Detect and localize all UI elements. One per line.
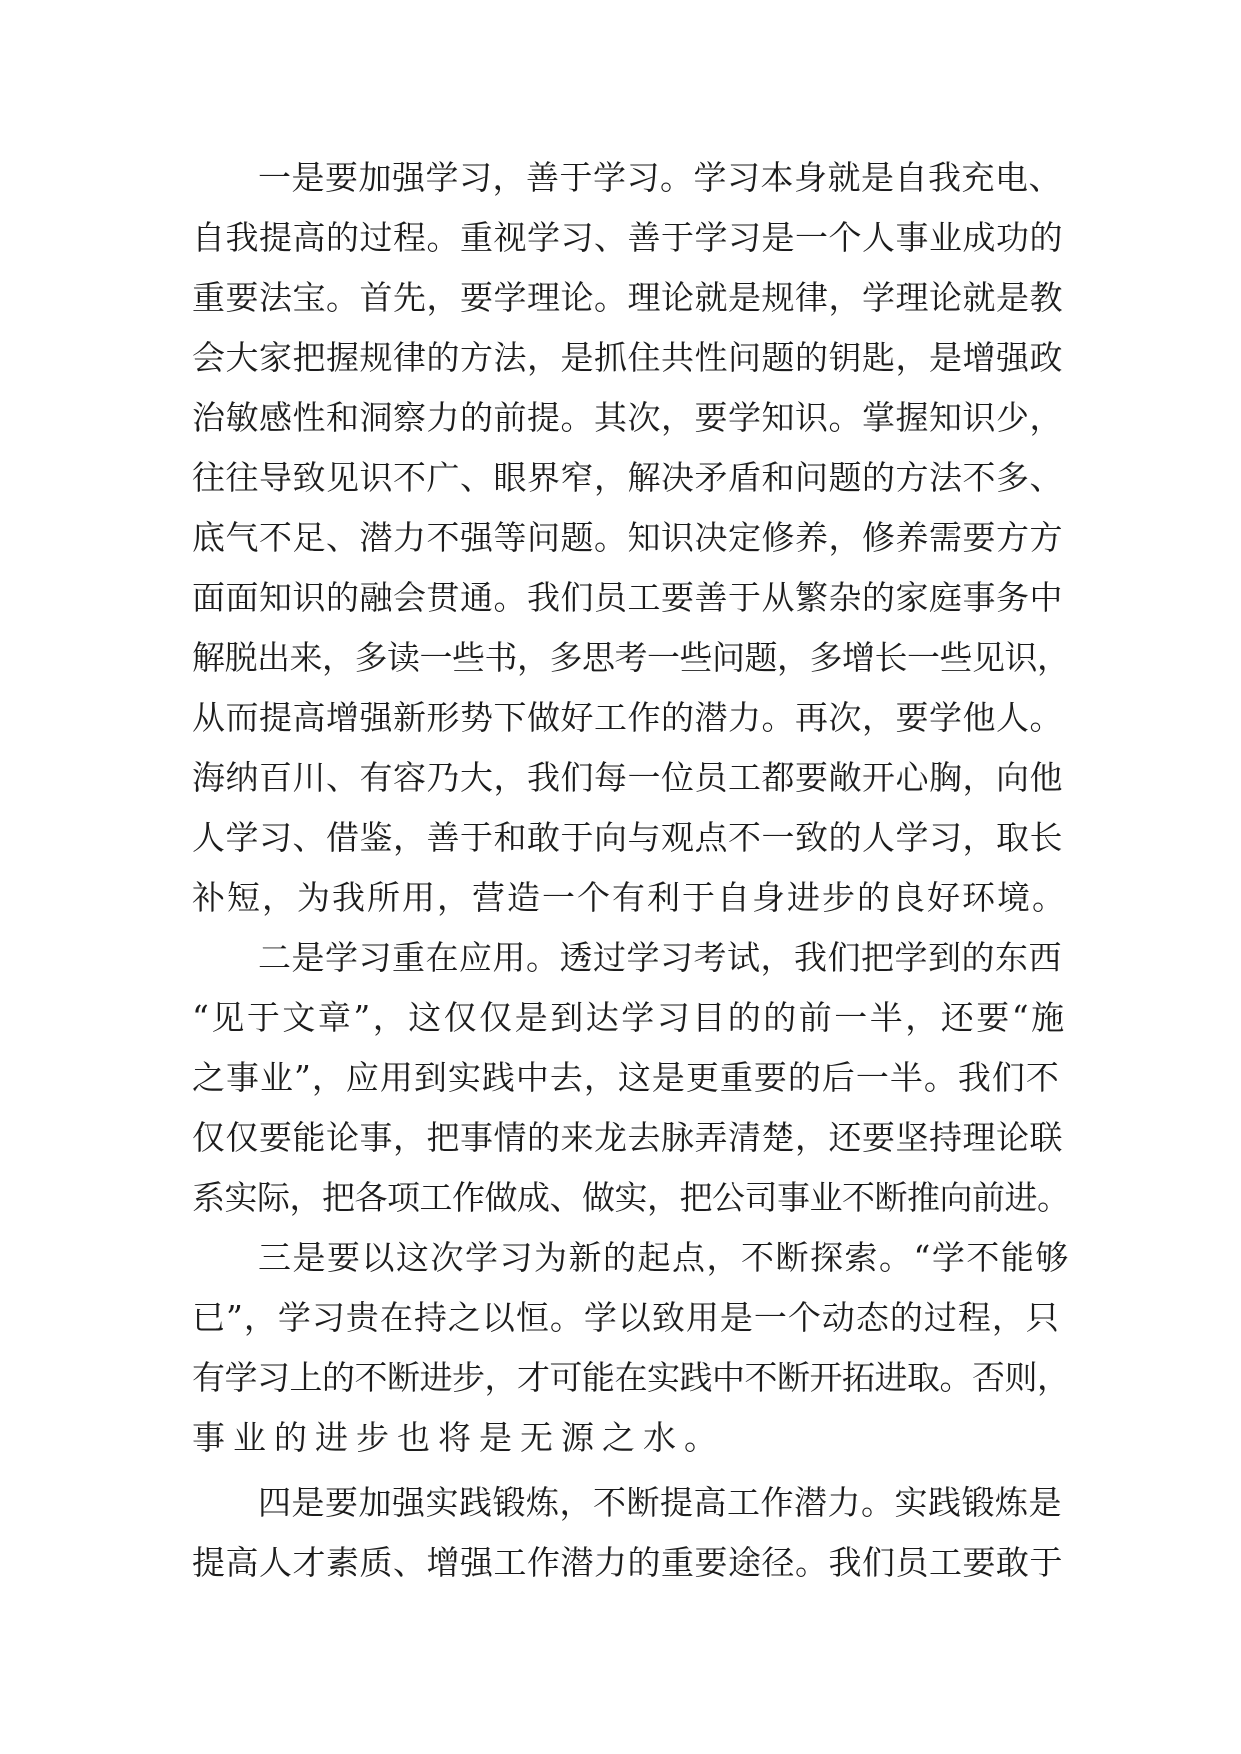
text-line: “见于文章”，这仅仅是到达学习目的的前一半，还要“施 <box>192 998 1067 1037</box>
text-line: 从而提高增强新形势下做好工作的潜力。再次，要学他人。 <box>192 698 1063 737</box>
text-line: 三是要以这次学习为新的起点，不断探索。“学不能够 <box>258 1238 1070 1277</box>
text-line: 一是要加强学习，善于学习。学习本身就是自我充电、 <box>258 158 1062 197</box>
text-line: 有学习上的不断进步，才可能在实践中不断开拓进取。否则， <box>192 1358 1070 1397</box>
text-line: 面面知识的融会贯通。我们员工要善于从繁杂的家庭事务中 <box>192 578 1063 617</box>
text-line: 解脱出来，多读一些书，多思考一些问题，多增长一些见识， <box>192 638 1070 677</box>
text-line: 自我提高的过程。重视学习、善于学习是一个人事业成功的 <box>192 218 1063 257</box>
text-line: 事业的进步也将是无源之水。 <box>192 1418 725 1457</box>
text-line: 重要法宝。首先，要学理论。理论就是规律，学理论就是教 <box>192 278 1063 317</box>
text-line: 二是学习重在应用。透过学习考试，我们把学到的东西 <box>258 938 1062 977</box>
text-line: 仅仅要能论事，把事情的来龙去脉弄清楚，还要坚持理论联 <box>192 1118 1063 1157</box>
text-line: 人学习、借鉴，善于和敢于向与观点不一致的人学习，取长 <box>192 818 1063 857</box>
text-line: 系实际，把各项工作做成、做实，把公司事业不断推向前进。 <box>192 1178 1070 1217</box>
text-line: 之事业”，应用到实践中去，这是更重要的后一半。我们不 <box>192 1058 1060 1097</box>
text-line: 海纳百川、有容乃大，我们每一位员工都要敞开心胸，向他 <box>192 758 1063 797</box>
text-line: 治敏感性和洞察力的前提。其次，要学知识。掌握知识少， <box>192 398 1063 437</box>
text-line: 提高人才素质、增强工作潜力的重要途径。我们员工要敢于 <box>192 1543 1063 1582</box>
text-line: 会大家把握规律的方法，是抓住共性问题的钥匙，是增强政 <box>192 338 1063 377</box>
text-line: 四是要加强实践锻炼，不断提高工作潜力。实践锻炼是 <box>258 1483 1062 1522</box>
text-line: 往往导致见识不广、眼界窄，解决矛盾和问题的方法不多、 <box>192 458 1063 497</box>
text-line: 补短，为我所用，营造一个有利于自身进步的良好环境。 <box>192 878 1067 917</box>
text-line: 底气不足、潜力不强等问题。知识决定修养，修养需要方方 <box>192 518 1063 557</box>
text-line: 已”，学习贵在持之以恒。学以致用是一个动态的过程，只 <box>192 1298 1060 1337</box>
